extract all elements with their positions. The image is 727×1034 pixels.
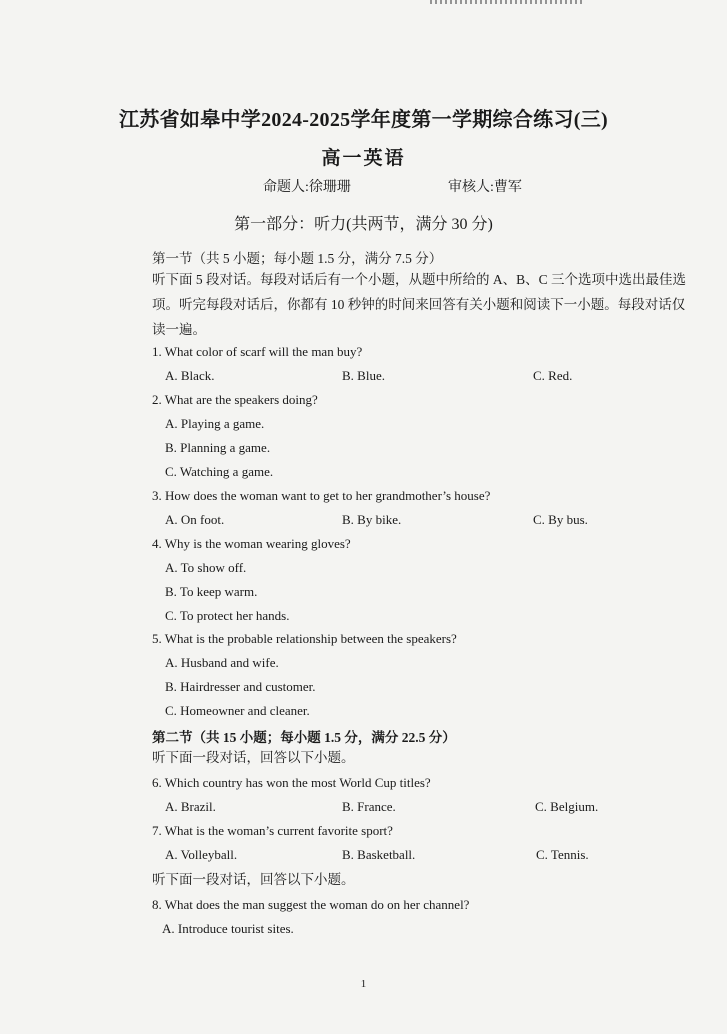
section2-listen-2: 听下面一段对话，回答以下小题。 (152, 872, 355, 887)
question-4: 4. Why is the woman wearing gloves? (152, 536, 351, 551)
q7-option-a: A. Volleyball. (165, 847, 238, 862)
q6-option-a: A. Brazil. (165, 799, 216, 814)
q1-option-a: A. Black. (165, 368, 215, 383)
q2-option-b: B. Planning a game. (165, 440, 271, 455)
question-6: 6. Which country has won the most World Cup titles? (152, 775, 431, 790)
q1-option-b: B. Blue. (342, 368, 385, 383)
q5-option-a: A. Husband and wife. (165, 655, 279, 670)
reviewer-line: 审核人:曹军 (448, 180, 522, 195)
section1-heading: 第一节（共 5 小题；每小题 1.5 分，满分 7.5 分） (152, 251, 443, 266)
q5-option-c: C. Homeowner and cleaner. (165, 703, 310, 718)
q5-option-b: B. Hairdresser and customer. (165, 679, 316, 694)
q4-option-c: C. To protect her hands. (165, 608, 290, 623)
q7-option-c: C. Tennis. (536, 847, 589, 862)
section1-instructions: 听下面 5 段对话。每段对话后有一个小题，从题中所给的 A、B、C 三个选项中选出最佳选项。听完每段对话后，你都有 10 秒钟的时间来回答有关小题和阅读下一小题。每段对话仅读一遍。 (152, 272, 687, 337)
q4-option-b: B. To keep warm. (165, 584, 258, 599)
q1-option-c: C. Red. (533, 368, 573, 383)
q2-option-a: A. Playing a game. (165, 416, 265, 431)
subject-title: 高一英语 (321, 148, 406, 169)
question-8: 8. What does the man suggest the woman do on her channel? (152, 897, 470, 912)
page-number: 1 (360, 978, 367, 990)
q4-option-a: A. To show off. (165, 560, 247, 575)
q6-option-b: B. France. (342, 799, 396, 814)
q8-option-a: A. Introduce tourist sites. (162, 921, 294, 936)
q6-option-c: C. Belgium. (535, 799, 599, 814)
q7-option-b: B. Basketball. (342, 847, 416, 862)
scan-mark (430, 0, 585, 4)
section2-listen-1: 听下面一段对话，回答以下小题。 (152, 750, 355, 765)
part1-title: 第一部分：听力(共两节，满分 30 分) (234, 216, 493, 233)
q2-option-c: C. Watching a game. (165, 464, 274, 479)
question-2: 2. What are the speakers doing? (152, 392, 318, 407)
author-line: 命题人:徐珊珊 (263, 180, 351, 195)
question-7: 7. What is the woman’s current favorite sport? (152, 823, 393, 838)
question-3: 3. How does the woman want to get to her grandmother’s house? (152, 488, 491, 503)
question-5: 5. What is the probable relationship between the speakers? (152, 631, 457, 646)
exam-title: 江苏省如皋中学2024-2025学年度第一学期综合练习(三) (119, 109, 608, 131)
q3-option-c: C. By bus. (533, 512, 588, 527)
section2-heading: 第二节（共 15 小题；每小题 1.5 分，满分 22.5 分） (152, 730, 456, 745)
q3-option-b: B. By bike. (342, 512, 402, 527)
q3-option-a: A. On foot. (165, 512, 225, 527)
question-1: 1. What color of scarf will the man buy? (152, 344, 363, 359)
